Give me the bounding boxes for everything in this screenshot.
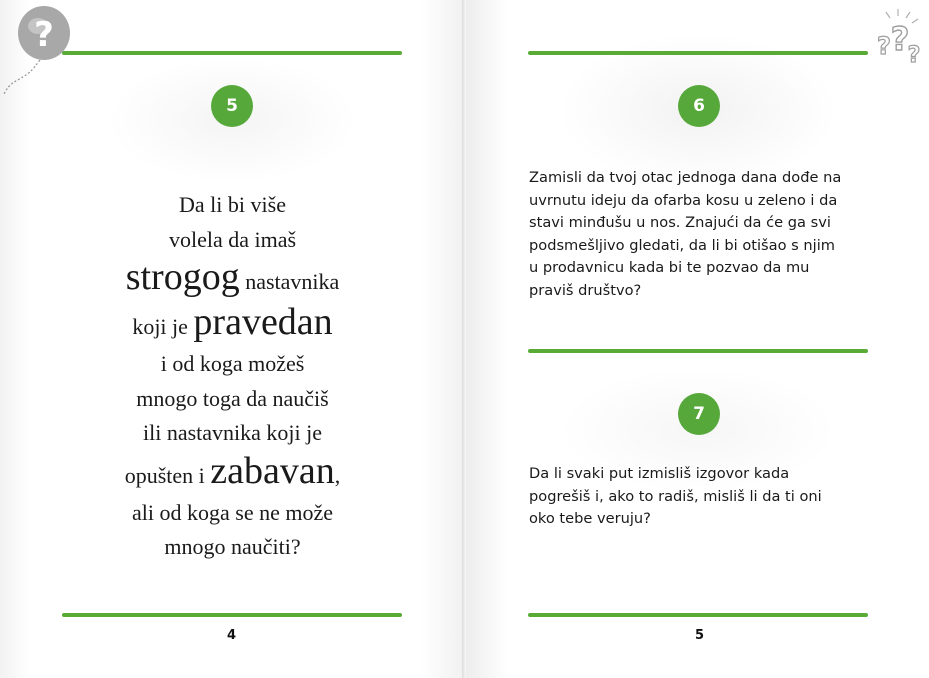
emphasis-word: zabavan [210,449,335,492]
bottom-divider [62,613,402,617]
question-line: praviš društvo? [529,281,642,299]
question-balloon-icon [0,2,74,101]
question-line: Da li svaki put izmisliš izgovor kada [529,465,790,482]
question-line: podsmešljivo gledati, da li bi otišao s njim [529,236,835,254]
question-line: ali od koga se ne može [132,499,333,525]
question-line: uvrnutu ideju da ofarba kosu u zeleno i da [529,191,838,209]
right-page [466,0,929,678]
question-text [529,167,874,302]
svg-text:?: ? [907,43,921,68]
question-line: Da li bi više [179,192,286,217]
question-line: stavi minđušu u nos. Znajući da će ga svi [529,214,831,231]
emphasis-word: pravedan [193,301,333,343]
page-number: 4 [227,628,237,643]
middle-divider [528,349,868,353]
question-line: volela da imaš [168,226,297,252]
question-line: opušten i zabavan, [124,449,341,492]
question-line: koji je pravedan [132,301,333,343]
question-text [529,463,874,531]
svg-text:?: ? [890,20,910,58]
question-line: u prodavnicu kada bi te pozvao da mu [529,259,810,276]
question-line: oko tebe veruju? [529,510,651,527]
svg-text:?: ? [877,32,891,60]
question-line: i od koga možeš [160,351,305,376]
question-number-badge: 7 [678,393,720,435]
top-divider [528,51,868,55]
question-line: strogog nastavnika [125,256,340,298]
question-number-badge: 5 [211,85,253,127]
question-line: Zamisli da tvoj otac jednoga dana dođe na [529,169,842,186]
question-marks-icon [868,8,926,78]
question-line: pogrešiš i, ako to radiš, misliš li da ti oni [529,487,822,505]
page-number: 5 [695,628,705,643]
emphasis-word: strogog [125,256,240,298]
question-number-badge: 6 [678,85,720,127]
question-text [60,188,405,565]
question-line: mnogo toga da naučiš [136,385,329,411]
question-line: ili nastavnika koji je [142,420,323,445]
svg-text:?: ? [34,15,54,55]
top-divider [62,51,402,55]
question-line: mnogo naučiti? [164,534,301,559]
bottom-divider [528,613,868,617]
